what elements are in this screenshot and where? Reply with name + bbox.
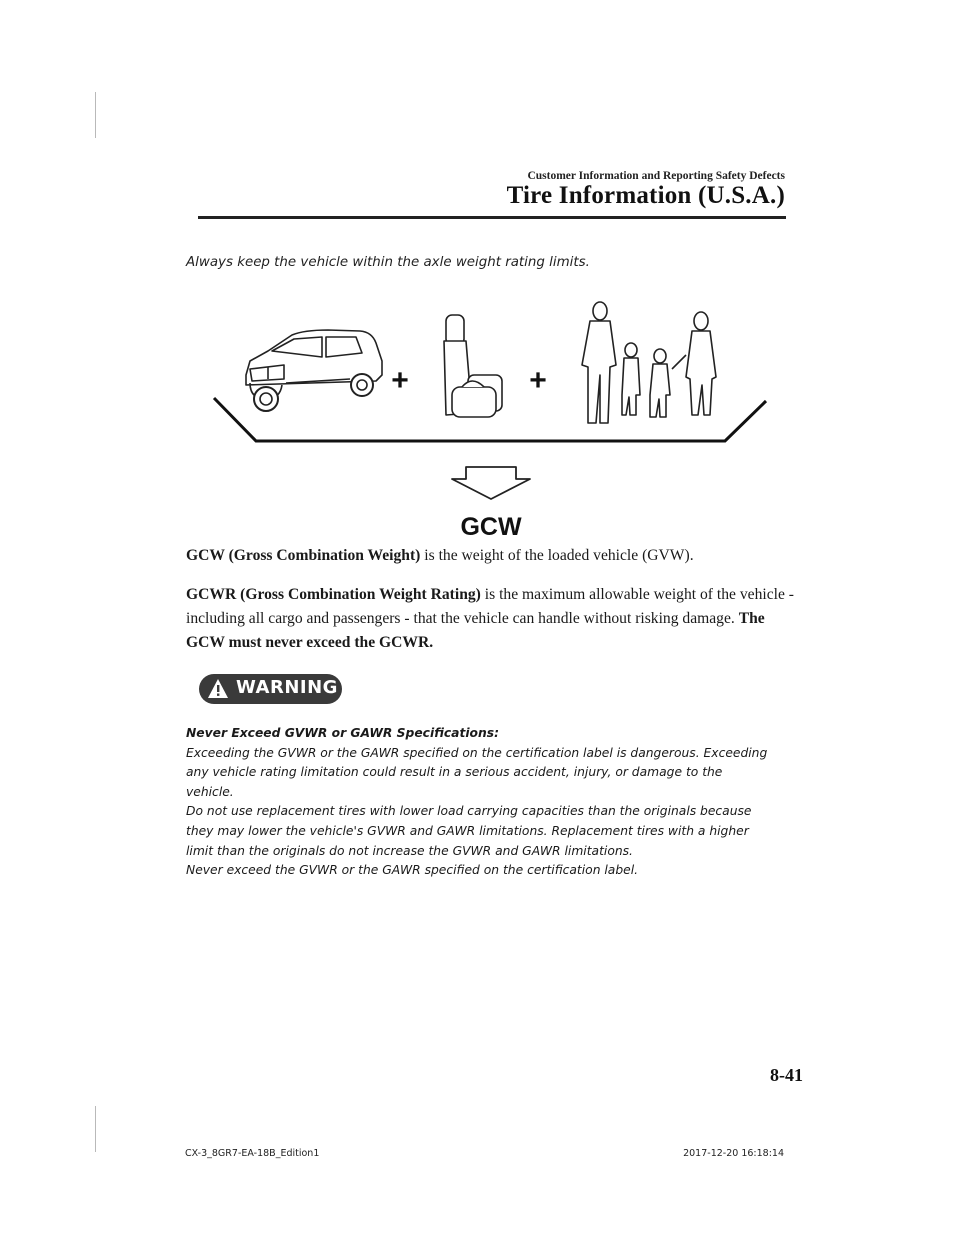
header-rule — [198, 216, 786, 219]
plus-sign-1: + — [391, 364, 409, 397]
gcwr-definition — [186, 583, 796, 655]
warning-line: they may lower the vehicle's GVWR and GAWR limitations. Replacement tires with a higher — [186, 823, 749, 838]
page-number: 8-41 — [770, 1065, 803, 1085]
page-title: Tire Information (U.S.A.) — [506, 182, 785, 209]
intro-text: Always keep the vehicle within the axle weight rating limits. — [186, 255, 590, 270]
gcwr-text: is the maximum allowable weight of the vehicle - including all cargo and passengers - that the vehicle can handle without risking damage. — [186, 586, 794, 627]
gcwr-term: GCWR (Gross Combination Weight Rating) — [186, 586, 481, 603]
warning-body — [186, 724, 786, 881]
car-icon — [246, 330, 382, 411]
warning-icon — [207, 678, 229, 699]
warning-line: limit than the originals do not increase the GVWR and GAWR limitations. — [186, 843, 633, 858]
footer-document-id: CX-3_8GR7-EA-18B_Edition1 — [185, 1148, 320, 1159]
luggage-icon — [444, 315, 502, 417]
warning-line: vehicle. — [186, 784, 234, 799]
gcw-result-label: GCW — [460, 513, 522, 541]
gcw-definition — [186, 544, 796, 568]
warning-label: WARNING — [236, 677, 338, 698]
down-arrow-icon — [452, 467, 530, 499]
gcw-text: is the weight of the loaded vehicle (GVW). — [420, 547, 694, 564]
warning-badge — [199, 674, 342, 704]
family-icon — [582, 302, 716, 423]
gcwr-emphasis: The GCW must never exceed the GCWR. — [186, 610, 765, 651]
warning-line: Exceeding the GVWR or the GAWR specified on the certification label is dangerous. Exceeding — [186, 745, 768, 760]
crop-mark-bottom — [95, 1106, 96, 1152]
footer-timestamp: 2017-12-20 16:18:14 — [683, 1148, 784, 1159]
plus-sign-2: + — [529, 364, 547, 397]
gcw-term: GCW (Gross Combination Weight) — [186, 547, 421, 564]
warning-line: Do not use replacement tires with lower load carrying capacities than the originals because — [186, 804, 752, 819]
header-section-name: Customer Information and Reporting Safety Defects — [527, 170, 785, 182]
warning-line: any vehicle rating limitation could result in a serious accident, injury, or damage to the — [186, 765, 723, 780]
warning-heading: Never Exceed GVWR or GAWR Specifications: — [186, 726, 499, 740]
gcw-illustration — [210, 295, 785, 545]
warning-line: Never exceed the GVWR or the GAWR specified on the certification label. — [186, 863, 639, 878]
crop-mark-top — [95, 92, 96, 138]
